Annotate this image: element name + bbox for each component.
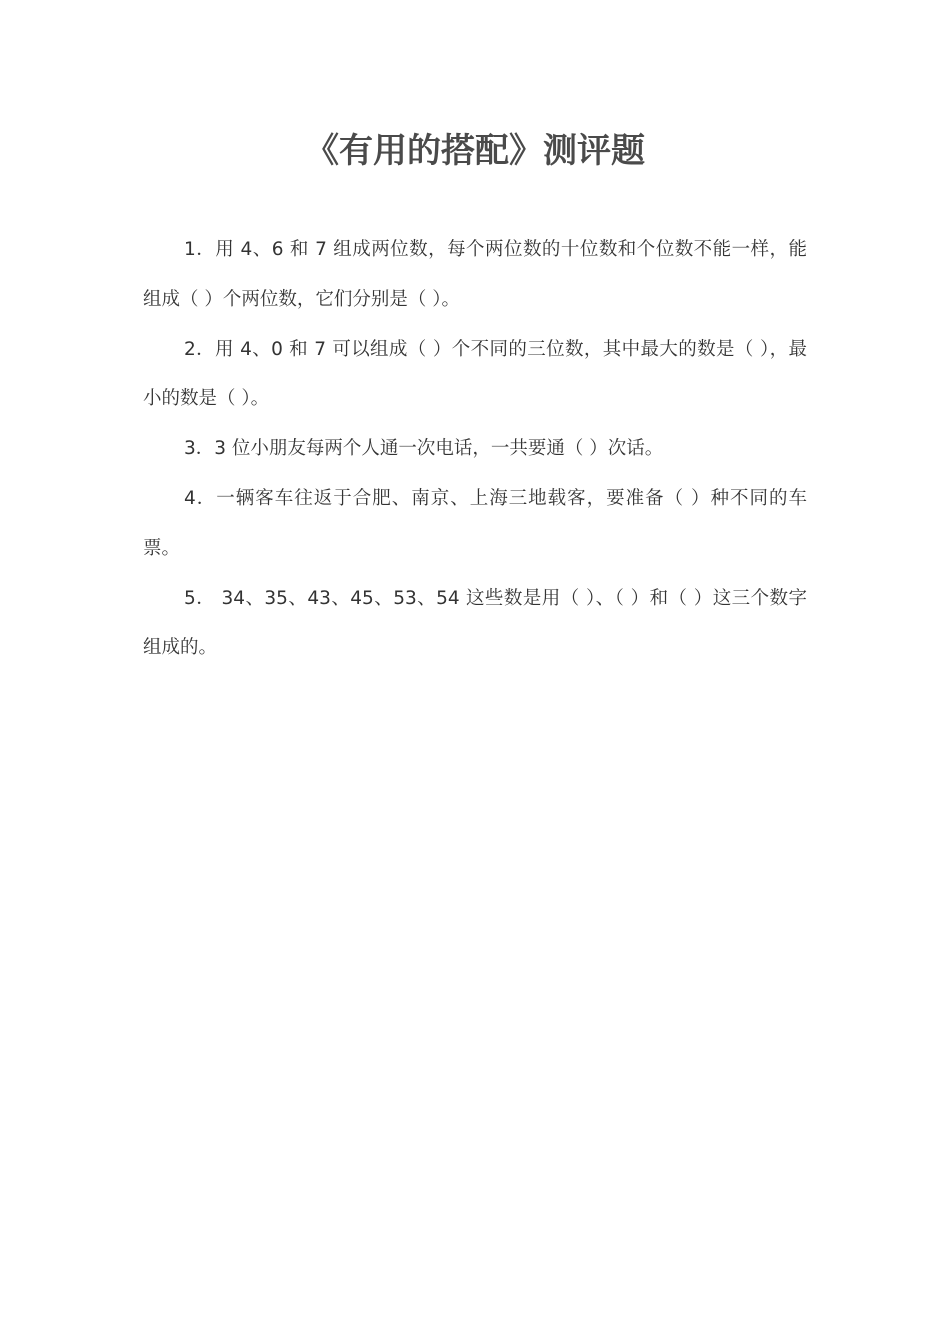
question-5: 5． 34、35、43、45、53、54 这些数是用（ ）、（ ）和（ ）这三个数字组成的。 [143, 587, 807, 659]
question-4: 4．一辆客车往返于合肥、南京、上海三地载客，要准备（ ）种不同的车票。 [143, 487, 807, 559]
question-list [143, 225, 807, 673]
question-3: 3．3 位小朋友每两个人通一次电话，一共要通（ ）次话。 [184, 438, 664, 460]
question-1: 1．用 4、6 和 7 组成两位数，每个两位数的十位数和个位数不能一样，能组成（ ）个两位数，它们分别是（ ）。 [143, 239, 807, 310]
document-title: 《有用的搭配》测评题 [305, 131, 645, 171]
question-2: 2．用 4、0 和 7 可以组成（ ）个不同的三位数，其中最大的数是（ ），最小的数是（ ）。 [143, 338, 807, 410]
